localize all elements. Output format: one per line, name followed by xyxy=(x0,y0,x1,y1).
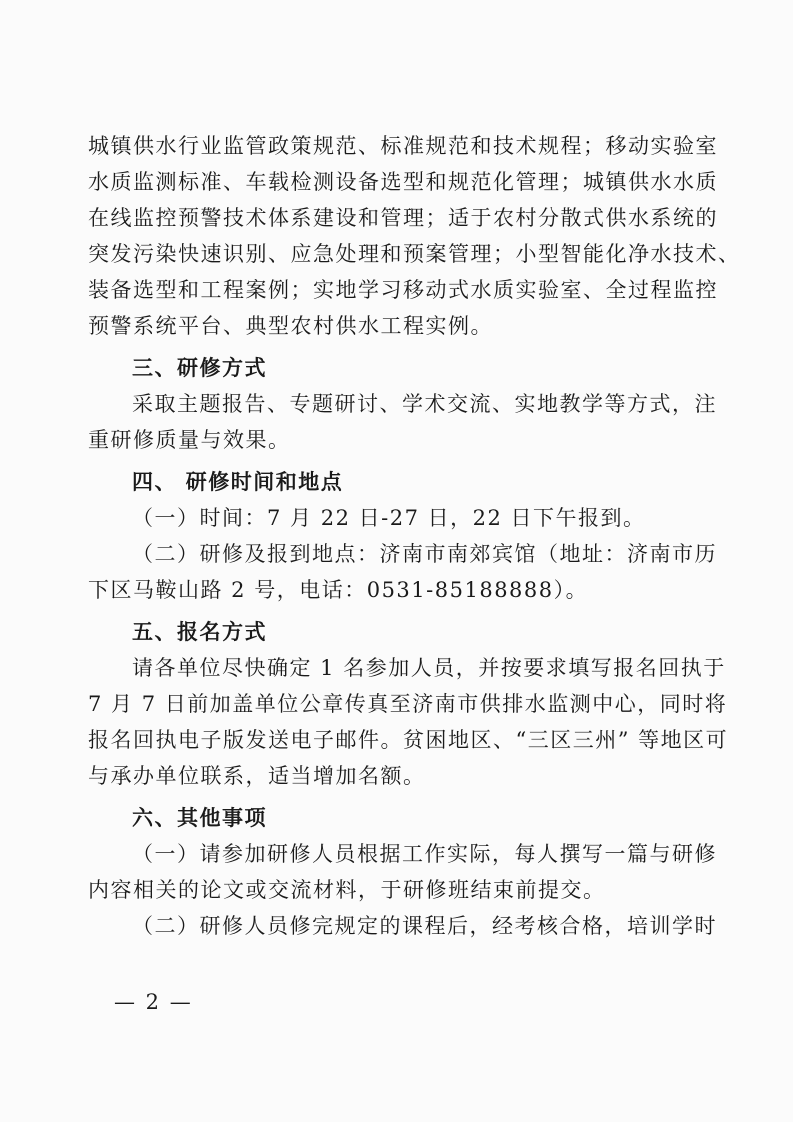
paragraph-line: 预警系统平台、典型农村供水工程实例。 xyxy=(88,314,493,338)
page-number: — 2 — xyxy=(114,990,193,1014)
paragraph-line: 重研修质量与效果。 xyxy=(88,428,291,452)
paragraph-line: 水质监测标准、车载检测设备选型和规范化管理；城镇供水水质 xyxy=(88,170,718,194)
section-heading-registration: 五、报名方式 xyxy=(132,620,267,644)
paragraph-line: 采取主题报告、专题研讨、学术交流、实地教学等方式，注 xyxy=(132,392,717,416)
paragraph-line: 7 月 7 日前加盖单位公章传真至济南市供排水监测中心，同时将 xyxy=(88,692,728,716)
paragraph-line: 在线监控预警技术体系建设和管理；适于农村分散式供水系统的 xyxy=(88,206,718,230)
section-heading-time-place: 四、 研修时间和地点 xyxy=(132,470,344,494)
list-item-location: （二）研修及报到地点：济南市南郊宾馆（地址：济南市历 xyxy=(132,542,717,566)
paragraph-line: 装备选型和工程案例；实地学习移动式水质实验室、全过程监控 xyxy=(88,278,718,302)
list-item-paper: （一）请参加研修人员根据工作实际，每人撰写一篇与研修 xyxy=(132,842,717,866)
paragraph-line: 突发污染快速识别、应急处理和预案管理；小型智能化净水技术、 xyxy=(88,242,741,266)
paragraph-line: 城镇供水行业监管政策规范、标准规范和技术规程；移动实验室 xyxy=(88,134,718,158)
paragraph-line: 内容相关的论文或交流材料，于研修班结束前提交。 xyxy=(88,878,606,902)
section-heading-study-method: 三、研修方式 xyxy=(132,356,267,380)
list-item-credit: （二）研修人员修完规定的课程后，经考核合格，培训学时 xyxy=(132,914,717,938)
paragraph-line: 请各单位尽快确定 1 名参加人员，并按要求填写报名回执于 xyxy=(132,656,726,680)
section-heading-other-matters: 六、其他事项 xyxy=(132,806,267,830)
paragraph-line: 报名回执电子版发送电子邮件。贫困地区、“三区三州” 等地区可 xyxy=(88,728,729,752)
list-item-time: （一）时间：7 月 22 日-27 日，22 日下午报到。 xyxy=(132,506,646,530)
document-body xyxy=(88,128,741,944)
paragraph-line: 下区马鞍山路 2 号，电话：0531-85188888）。 xyxy=(88,578,589,602)
paragraph-line: 与承办单位联系，适当增加名额。 xyxy=(88,764,426,788)
